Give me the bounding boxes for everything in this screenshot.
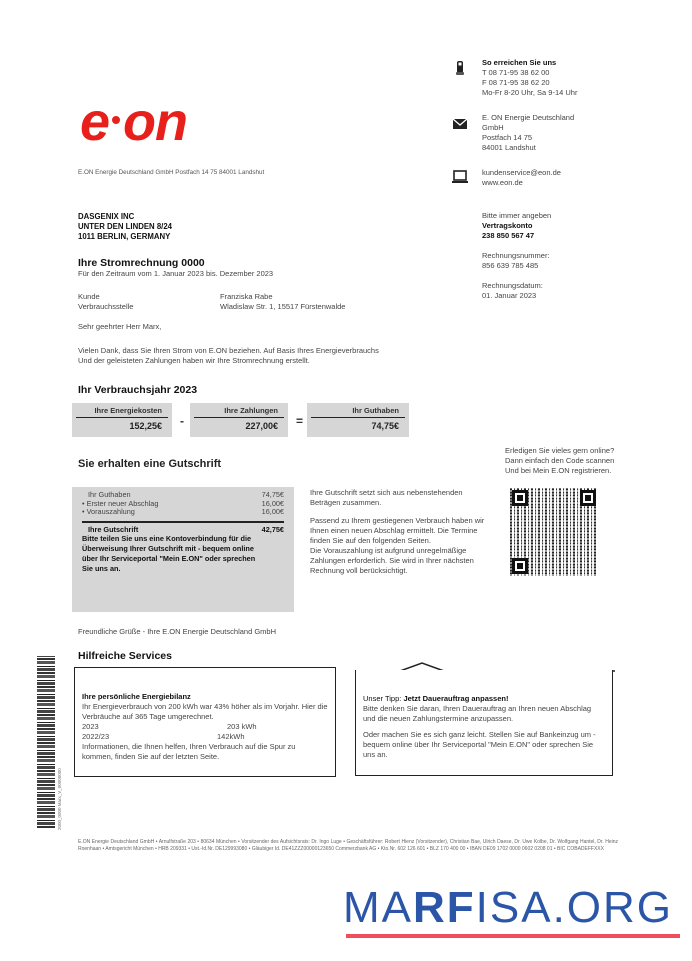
credit-explanation: [310, 488, 485, 576]
energy-balance-heading: Ihre persönliche Energiebilanz: [82, 692, 191, 701]
contact-web[interactable]: www.eon.de: [482, 178, 523, 187]
online-line-3: Und bei Mein E.ON registrieren.: [505, 466, 612, 475]
tip-box: [355, 670, 613, 776]
online-prompt: [505, 446, 655, 476]
credit-note: Bitte teilen Sie uns eine Kontoverbindung für die Überweisung Ihrer Gutschrift mit - bequem online über Ihr Serviceportal "Mein E.ON" oder sprechen Sie uns an.: [82, 534, 256, 573]
intro-line-1: Vielen Dank, dass Sie Ihren Strom von E.ON beziehen. Auf Basis Ihres Energieverbrauchs: [78, 346, 379, 355]
postal-city: 84001 Landshut: [482, 143, 536, 152]
customer-labels: [78, 292, 133, 312]
customer-name: Franziska Rabe: [220, 292, 273, 301]
summary-title: Ihr Verbrauchsjahr 2023: [78, 384, 198, 396]
energy-cost-label: Ihre Energiekosten: [76, 403, 168, 418]
energy-balance-text: Ihr Energieverbrauch von 200 kWh war 43% höher als im Vorjahr. Hier die Verbräuche auf 365 Tage umgerechnet.: [82, 702, 328, 721]
customer-values: [220, 292, 345, 312]
closing-line: Freundliche Grüße - Ihre E.ON Energie Deutschland GmbH: [78, 627, 276, 636]
qr-code[interactable]: [510, 488, 598, 576]
credit-divider: [82, 521, 284, 523]
invoice-number-label: Rechnungsnummer:: [482, 251, 550, 260]
contact-phone[interactable]: T 08 71-95 38 62 00: [482, 68, 550, 77]
bill-period: Für den Zeitraum vom 1. Januar 2023 bis. Dezember 2023: [78, 269, 274, 278]
energy-cost-box: [72, 403, 172, 437]
online-line-1: Erledigen Sie vieles gern online?: [505, 446, 615, 455]
credit-explain-2: Passend zu Ihrem gestiegenen Verbrauch haben wir Ihnen einen neuen Abschlag ermittelt. Die Termine finden Sie auf den folgenden Seiten.: [310, 516, 485, 545]
payments-label: Ihre Zahlungen: [194, 403, 284, 418]
contact-fax: F 08 71-95 38 62 20: [482, 78, 550, 87]
credit-row: • Vorauszahlung 16,00€: [82, 507, 284, 516]
tip-heading: Unser Tipp: Jetzt Dauerauftrag anpassen!: [363, 694, 509, 703]
consumption-row: 2023 203 kWh: [82, 722, 257, 731]
balance-value: 74,75€: [371, 421, 399, 431]
credit-title: Sie erhalten eine Gutschrift: [78, 458, 222, 470]
barcode: [37, 656, 55, 828]
bill-title: Ihre Stromrechnung 0000: [78, 257, 205, 269]
intro-line-2: Und der geleisteten Zahlungen haben wir Ihre Stromrechnung erstellt.: [78, 356, 310, 365]
postal-address: [482, 113, 574, 153]
credit-row: Ihr Guthaben 74,75€: [88, 490, 284, 499]
minus-sign: -: [180, 414, 184, 428]
site-label: Verbrauchsstelle: [78, 302, 134, 311]
recipient-street: UNTER DEN LINDEN 8/24: [78, 222, 173, 231]
reference-label: Bitte immer angeben: [482, 211, 552, 220]
phone-icon: [452, 60, 468, 81]
credit-row: • Erster neuer Abschlag 16,00€: [82, 498, 284, 508]
energy-balance-footer: Informationen, die Ihnen helfen, Ihren Verbrauch auf die Spur zu kommen, finden Sie auf der letzten Seite.: [82, 742, 296, 761]
recipient-city: 1011 BERLIN, GERMANY: [78, 232, 171, 241]
marfisa-watermark: MARFISA.ORG: [343, 883, 674, 932]
contract-label: Vertragskonto: [482, 221, 533, 230]
balance-box: [307, 403, 409, 437]
bill-header: [78, 257, 273, 279]
legal-footer: E.ON Energie Deutschland GmbH • Arnulfstraße 203 • 80634 München • Vorsitzender des Aufsichtsrats: Dr. Ingo Luge • Geschäftsführer: Robert Hienz (Vorsitzender), Christian Bae, Ulrich Daese, Dr. Uwe Kolbe, Dr. Wolfgang Hantel, Dr. Heinz Roenhaan • Amtsgericht München • HRB 209331 • Ust.-Id.Nr. DE129993080 • Gläubiger Id. DE41ZZZ00000123650 Commerzbank AG • Kto.Nr. 602 126 601 • BLZ 170 400 00 • IBAN DE09 1702 0000 0602 0208 01 • BIC COBADEFFXXX: [78, 839, 618, 853]
credit-total-row: Ihre Gutschrift 42,75€: [88, 524, 284, 534]
sender-address-line: E.ON Energie Deutschland GmbH Postfach 14 75 84001 Landshut: [78, 169, 265, 176]
credit-explain-3: Die Vorauszahlung ist aufgrund unregelmäßige Zahlungen erforderlich. Sie wird in Ihrer nächsten Rechnung voll berücksichtigt.: [310, 546, 474, 575]
equals-sign: =: [296, 414, 304, 428]
online-contact: [482, 168, 561, 188]
energy-balance-box: [74, 667, 336, 777]
invoice-date-value: 01. Januar 2023: [482, 291, 537, 300]
payments-box: [190, 403, 288, 437]
payments-value: 227,00€: [245, 421, 278, 431]
consumption-row: 2022/23 142kWh: [82, 732, 245, 741]
services-title: Hilfreiche Services: [78, 650, 172, 662]
barcode-text: 2000_0000 Marx_V_00000000: [57, 768, 62, 830]
contract-value: 238 850 567 47: [482, 231, 535, 240]
invoice-date-label: Rechnungsdatum:: [482, 281, 543, 290]
online-line-2: Dann einfach den Code scannen: [505, 456, 615, 465]
tip-text-2: Oder machen Sie es sich ganz leicht. Stellen Sie auf Bankeinzug um - bequem online über Ihr Serviceportal "Mein E.ON" oder sprechen Sie uns an.: [363, 730, 596, 759]
balance-label: Ihr Guthaben: [311, 403, 405, 418]
contact-hours: Mo-Fr 8-20 Uhr, Sa 9-14 Uhr: [482, 88, 578, 97]
invoice-number-value: 856 639 785 485: [482, 261, 539, 270]
postal-box: Postfach 14 75: [482, 133, 533, 142]
recipient-name: DASGENIX INC: [78, 212, 135, 221]
postal-company-suffix: GmbH: [482, 123, 504, 132]
recipient-address: [78, 212, 172, 242]
greeting: Sehr geehrter Herr Marx,: [78, 322, 162, 331]
tip-text-1: Bitte denken Sie daran, Ihren Dauerauftrag an Ihren neuen Abschlag und die neuen Zahlungstermine anzupassen.: [363, 704, 592, 723]
watermark-underline: [346, 934, 680, 938]
reference-block: [482, 211, 551, 301]
contact-email[interactable]: kundenservice@eon.de: [482, 168, 561, 177]
energy-cost-value: 152,25€: [129, 421, 162, 431]
site-address: Wladislaw Str. 1, 15517 Fürstenwalde: [220, 302, 346, 311]
eon-logo: e on: [80, 92, 188, 152]
contact-block: [482, 58, 577, 98]
credit-explain-1: Ihre Gutschrift setzt sich aus nebenstehenden Beträgen zusammen.: [310, 488, 463, 507]
contact-heading: So erreichen Sie uns: [482, 58, 557, 67]
laptop-icon: [451, 169, 469, 190]
postal-company: E. ON Energie Deutschland: [482, 113, 575, 122]
credit-box: [72, 487, 294, 612]
mail-icon: [452, 116, 468, 137]
customer-label: Kunde: [78, 292, 100, 301]
letter-intro: [78, 346, 379, 366]
